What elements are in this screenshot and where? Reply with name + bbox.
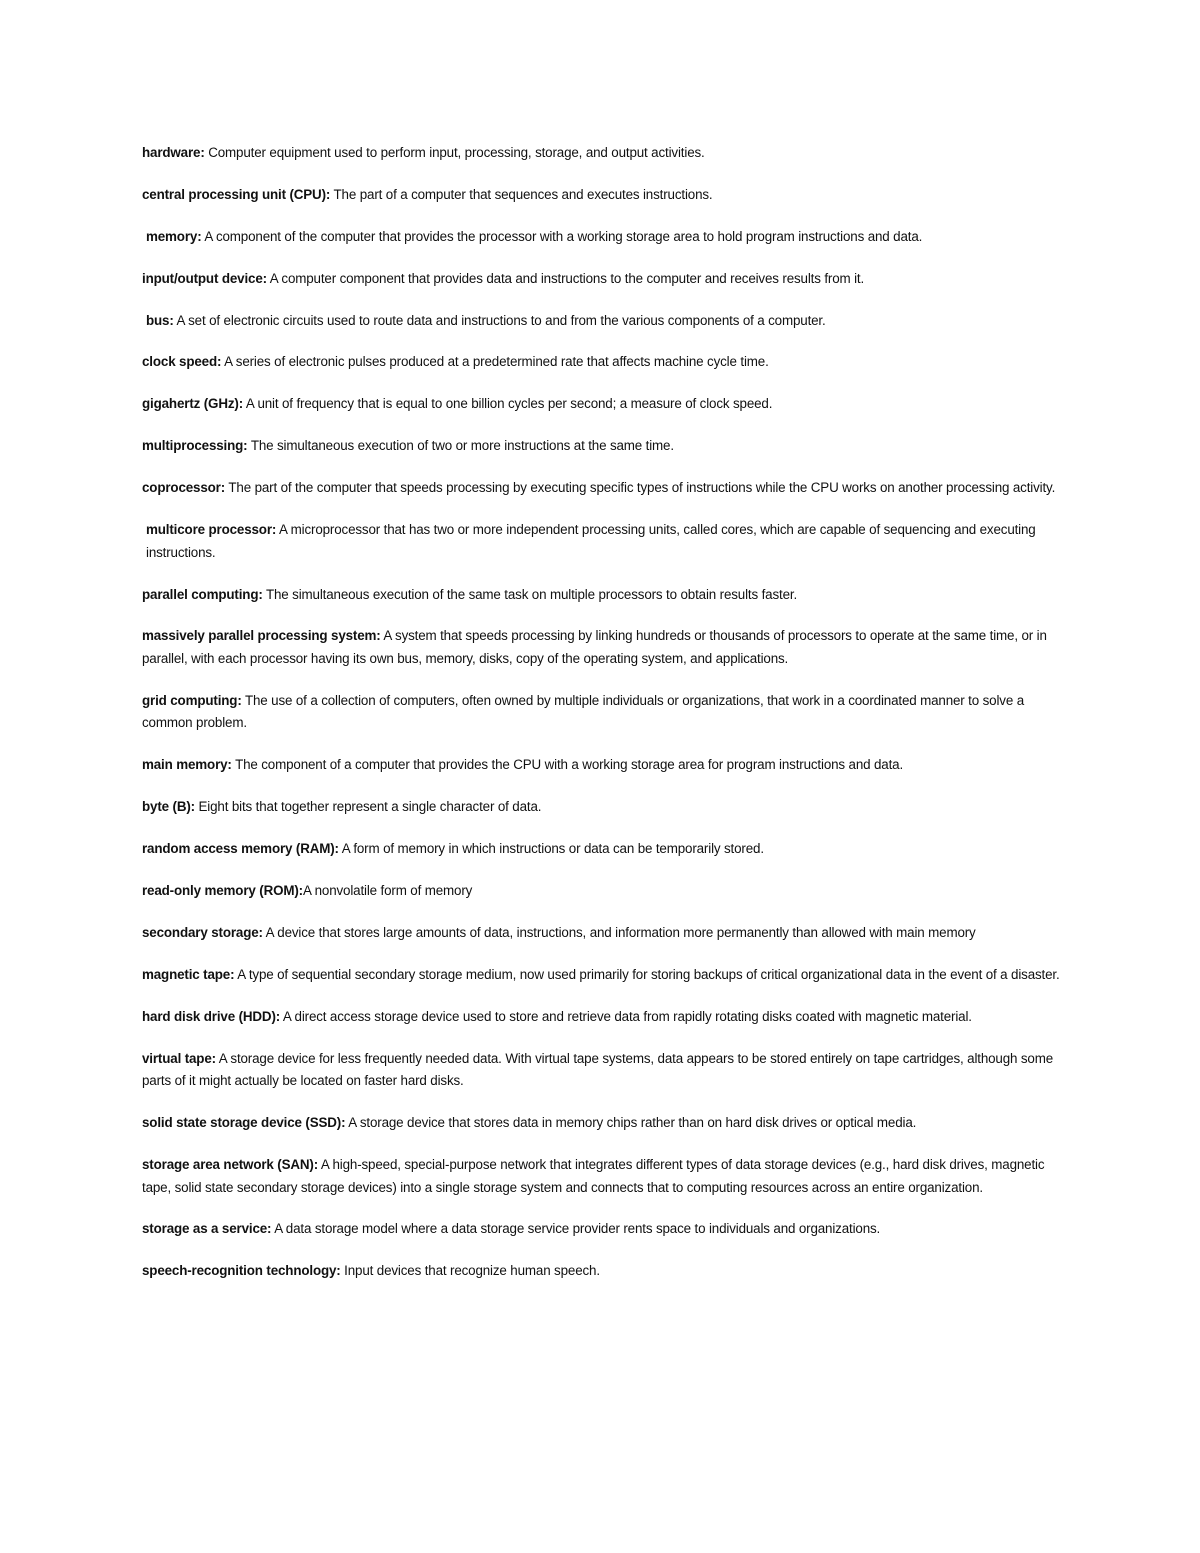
definition: The simultaneous execution of two or more instructions at the same time. [247, 438, 674, 454]
term: multiprocessing: [142, 438, 248, 454]
definition: The part of the computer that speeds processing by executing specific types of instructions while the CPU works on another processing activity. [225, 480, 1056, 496]
term: storage as a service: [142, 1221, 272, 1237]
term: byte (B): [142, 799, 195, 815]
glossary-entry-clock-speed [142, 351, 1062, 374]
term: multicore processor: [146, 522, 277, 538]
term: clock speed: [142, 354, 222, 370]
definition: Eight bits that together represent a single character of data. [194, 799, 542, 815]
term: secondary storage: [142, 924, 263, 940]
term: memory: [146, 228, 202, 244]
glossary-list [142, 142, 1062, 1302]
glossary-entry-magnetic-tape [142, 964, 1062, 987]
glossary-entry-storage-as-a-service [142, 1218, 1062, 1241]
definition: Input devices that recognize human speech. [340, 1263, 600, 1279]
definition: A component of the computer that provides the processor with a working storage area to hold program instructions and data. [201, 228, 923, 244]
glossary-entry-cpu [142, 184, 1062, 207]
term: bus: [146, 312, 174, 328]
glossary-entry-grid-computing [142, 690, 1062, 735]
term: coprocessor: [142, 480, 226, 496]
glossary-entry-virtual-tape [142, 1048, 1062, 1093]
definition: A series of electronic pulses produced at a predetermined rate that affects machine cycle time. [221, 354, 769, 370]
definition: A data storage model where a data storage service provider rents space to individuals and organizations. [271, 1221, 881, 1237]
term: grid computing: [142, 692, 242, 708]
glossary-entry-multicore-processor [142, 519, 1062, 564]
term: storage area network (SAN): [142, 1156, 319, 1172]
term: solid state storage device (SSD): [142, 1115, 346, 1131]
definition: The component of a computer that provides the CPU with a working storage area for program instructions and data. [231, 757, 904, 773]
definition: A device that stores large amounts of data, instructions, and information more permanently than allowed with main memory [262, 924, 976, 940]
definition: A computer component that provides data and instructions to the computer and receives results from it. [266, 270, 865, 286]
term: hardware: [142, 145, 205, 160]
term: main memory: [142, 757, 232, 773]
term: parallel computing: [142, 586, 263, 602]
definition: A system that speeds processing by linking hundreds or thousands of processors to operate at the same time, or in parallel, with each processor having its own bus, memory, disks, copy of the operating system, and applications. [142, 628, 1047, 666]
definition: The use of a collection of computers, often owned by multiple individuals or organizations, that work in a coordinated manner to solve a common problem. [142, 692, 1025, 731]
term: central processing unit (CPU): [142, 186, 331, 202]
term: hard disk drive (HDD): [142, 1008, 281, 1024]
glossary-entry-multiprocessing [142, 435, 1062, 458]
definition: A direct access storage device used to store and retrieve data from rapidly rotating disks coated with magnetic material. [280, 1008, 972, 1024]
definition: A storage device that stores data in memory chips rather than on hard disk drives or optical media. [345, 1115, 917, 1131]
term: virtual tape: [142, 1050, 216, 1066]
definition: A type of sequential secondary storage medium, now used primarily for storing backups of critical organizational data in the event of a disaster. [234, 966, 1060, 982]
definition: Computer equipment used to perform input, processing, storage, and output activities. [204, 145, 705, 160]
term: massively parallel processing system: [142, 628, 381, 644]
glossary-entry-ssd [142, 1112, 1062, 1135]
glossary-entry-san [142, 1154, 1062, 1199]
term: read-only memory (ROM): [142, 883, 303, 899]
term: gigahertz (GHz): [142, 396, 243, 412]
glossary-entry-parallel-computing [142, 584, 1062, 607]
definition: The part of a computer that sequences and executes instructions. [330, 186, 713, 202]
glossary-entry-hard-disk-drive [142, 1006, 1062, 1029]
glossary-entry-coprocessor [142, 477, 1062, 500]
glossary-entry-bus [142, 310, 1062, 333]
definition: A set of electronic circuits used to route data and instructions to and from the various components of a computer. [173, 312, 826, 328]
definition: The simultaneous execution of the same task on multiple processors to obtain results faster. [262, 586, 798, 602]
definition: A storage device for less frequently needed data. With virtual tape systems, data appears to be stored entirely on tape cartridges, although some parts of it might actually be located on faster hard disks. [142, 1050, 1054, 1089]
glossary-entry-secondary-storage [142, 922, 1062, 945]
definition: A unit of frequency that is equal to one billion cycles per second; a measure of clock speed. [243, 396, 773, 412]
glossary-entry-memory [142, 226, 1062, 249]
glossary-entry-speech-recognition-technology [142, 1260, 1062, 1283]
glossary-entry-massively-parallel-processing-system [142, 625, 1062, 670]
definition: A form of memory in which instructions or data can be temporarily stored. [338, 841, 764, 857]
glossary-entry-gigahertz [142, 393, 1062, 416]
glossary-entry-input-output-device [142, 268, 1062, 291]
definition: A nonvolatile form of memory [302, 883, 473, 899]
term: input/output device: [142, 270, 267, 286]
glossary-entry-byte [142, 796, 1062, 819]
glossary-entry-hardware [142, 142, 1062, 165]
definition: A high-speed, special-purpose network that integrates different types of data storage devices (e.g., hard disk drives, magnetic tape, solid state secondary storage devices) into a single storage system and connects that to computing resources across an entire organization. [142, 1156, 1045, 1195]
term: magnetic tape: [142, 966, 235, 982]
glossary-entry-main-memory [142, 754, 1062, 777]
glossary-entry-ram [142, 838, 1062, 861]
definition: A microprocessor that has two or more independent processing units, called cores, which are capable of sequencing and executing instructions. [146, 522, 1036, 560]
term: random access memory (RAM): [142, 841, 339, 857]
term: speech-recognition technology: [142, 1263, 341, 1279]
glossary-entry-rom [142, 880, 1062, 903]
